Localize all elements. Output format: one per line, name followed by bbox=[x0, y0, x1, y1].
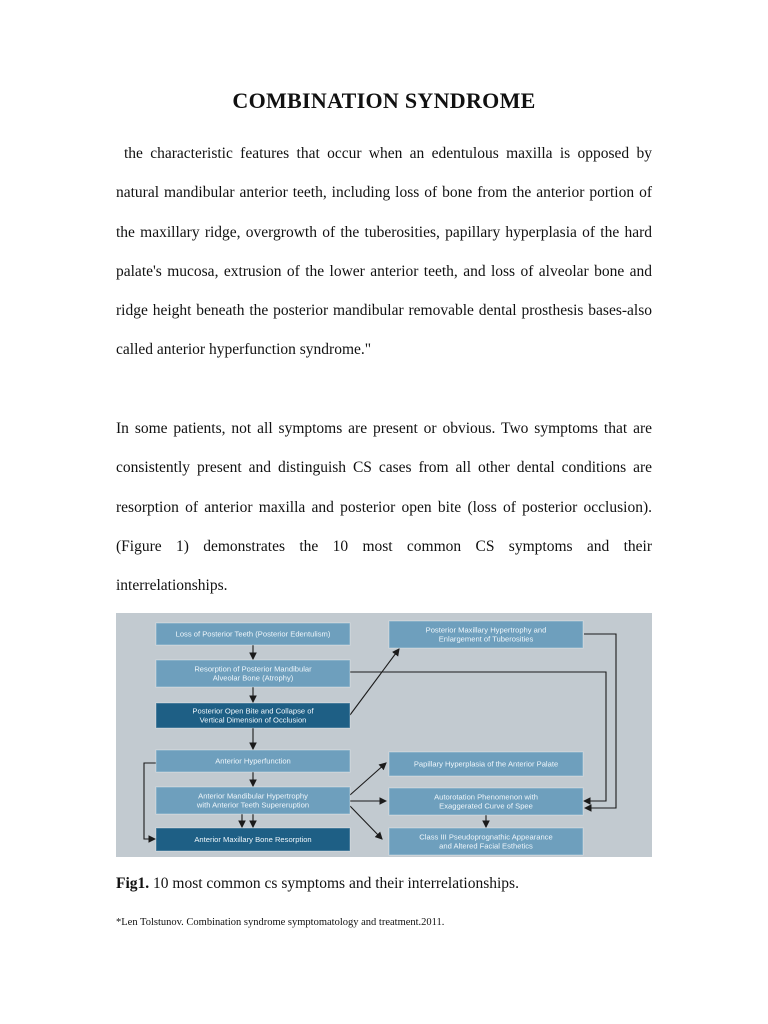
diagram-arrow bbox=[350, 649, 399, 715]
diagram-box-text: with Anterior Teeth Supereruption bbox=[196, 800, 310, 810]
diagram-box-posterior-maxillary-hypertrophy bbox=[389, 621, 583, 648]
diagram-arrow bbox=[350, 763, 386, 795]
diagram-box-text: Posterior Open Bite and Collapse of bbox=[192, 706, 314, 716]
page-title: COMBINATION SYNDROME bbox=[232, 88, 536, 113]
diagram-box-text: Resorption of Posterior Mandibular bbox=[194, 664, 312, 674]
diagram-box-text: Class III Pseudoprognathic Appearance bbox=[419, 832, 553, 842]
diagram-box-anterior-maxillary-resorption bbox=[156, 828, 350, 851]
diagram-box-text: Enlargement of Tuberosities bbox=[438, 634, 534, 644]
paragraph-definition: the characteristic features that occur when an edentulous maxilla is opposed by natural mandibular anterior teeth, including loss of bone from the anterior portion of the maxillary ridge, overgrowth of the tuberosities, papillary hyperplasia of the hard palate's mucosa, extrusion of the lower anterior teeth, and loss of alveolar bone and ridge height beneath the posterior mandibular removable dental prosthesis bases-also called anterior hyperfunction syndrome." bbox=[116, 145, 652, 359]
diagram-box-text: Loss of Posterior Teeth (Posterior Edentulism) bbox=[175, 629, 331, 639]
diagram-box-papillary-hyperplasia bbox=[389, 752, 583, 776]
diagram-arrow bbox=[144, 763, 156, 839]
diagram-canvas bbox=[116, 613, 652, 857]
diagram-box-text: Anterior Hyperfunction bbox=[215, 756, 291, 766]
diagram-box-loss-posterior-teeth bbox=[156, 623, 350, 645]
figure-caption bbox=[116, 875, 676, 893]
diagram-box-anterior-hyperfunction bbox=[156, 750, 350, 772]
caption-text: 10 most common cs symptoms and their interrelationships. bbox=[149, 875, 519, 892]
caption-label: Fig1. bbox=[116, 875, 150, 892]
diagram-box-anterior-mandibular-hypertrophy bbox=[156, 787, 350, 814]
diagram-boxes bbox=[156, 621, 583, 855]
diagram-box-text: Vertical Dimension of Occlusion bbox=[199, 715, 307, 725]
diagram-box-autorotation bbox=[389, 788, 583, 815]
diagram-arrow bbox=[584, 634, 616, 808]
diagram-box-posterior-open-bite bbox=[156, 703, 350, 728]
diagram-box-resorption-posterior-mandibular bbox=[156, 660, 350, 687]
diagram-box-text: Anterior Maxillary Bone Resorption bbox=[194, 835, 312, 845]
diagram-box-class-iii bbox=[389, 828, 583, 855]
diagram-arrow bbox=[350, 806, 382, 839]
diagram-box-text: Papillary Hyperplasia of the Anterior Palate bbox=[413, 759, 559, 769]
diagram-box-text: Exaggerated Curve of Spee bbox=[439, 801, 533, 811]
diagram-box-text: Autorotation Phenomenon with bbox=[434, 792, 538, 802]
diagram-box-text: and Altered Facial Esthetics bbox=[439, 841, 533, 851]
paragraph-symptoms: In some patients, not all symptoms are present or obvious. Two symptoms that are consistently present and distinguish CS cases from all other dental conditions are resorption of anterior maxilla and posterior open bite (loss of posterior occlusion). (Figure 1) demonstrates the 10 most common CS symptoms and their interrelationships. bbox=[116, 420, 652, 595]
symptom-flow-diagram bbox=[116, 613, 652, 857]
diagram-box-text: Alveolar Bone (Atrophy) bbox=[212, 673, 294, 683]
footnote-citation: *Len Tolstunov. Combination syndrome symptomatology and treatment.2011. bbox=[116, 917, 445, 928]
diagram-box-text: Anterior Mandibular Hypertrophy bbox=[198, 791, 308, 801]
diagram-box-text: Posterior Maxillary Hypertrophy and bbox=[425, 625, 547, 635]
diagram-arrow bbox=[350, 672, 606, 801]
